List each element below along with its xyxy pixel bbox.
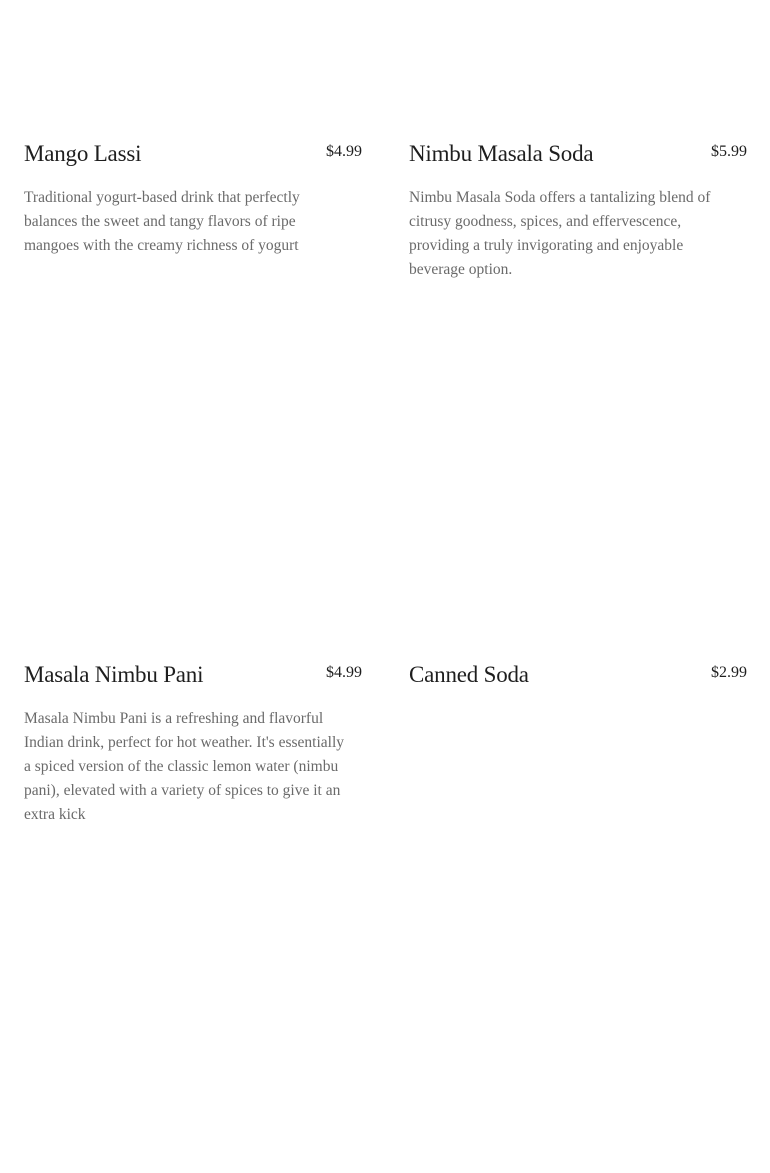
menu-item-description: Masala Nimbu Pani is a refreshing and flavorful Indian drink, perfect for hot weather. It's essentially a spiced version of the classic lemon water (nimbu pani), elevated with a variety of spices to give it an extra kick	[24, 710, 345, 823]
menu-item-description: Traditional yogurt-based drink that perfectly balances the sweet and tangy flavors of ripe mangoes with the creamy richness of yogurt	[24, 189, 300, 254]
menu-item-price: $5.99	[711, 143, 747, 160]
menu-item-name: Masala Nimbu Pani	[24, 662, 204, 687]
menu-item[interactable]	[24, 140, 362, 258]
menu-item-name: Nimbu Masala Soda	[409, 141, 594, 166]
menu-item-header	[409, 661, 747, 693]
menu-item-header	[24, 140, 362, 172]
menu-item-price: $2.99	[711, 664, 747, 681]
menu-item-description: Nimbu Masala Soda offers a tantalizing blend of citrusy goodness, spices, and effervescence, providing a truly invigorating and enjoyable beverage option.	[409, 189, 711, 278]
menu-item-price: $4.99	[326, 664, 362, 681]
menu-item-name: Mango Lassi	[24, 141, 142, 166]
menu-item-price: $4.99	[326, 143, 362, 160]
menu-item[interactable]	[409, 140, 747, 282]
menu-item-name: Canned Soda	[409, 662, 529, 687]
menu-item[interactable]	[409, 661, 747, 707]
menu-item-header	[409, 140, 747, 172]
menu-item[interactable]	[24, 661, 362, 827]
menu-item-header	[24, 661, 362, 693]
